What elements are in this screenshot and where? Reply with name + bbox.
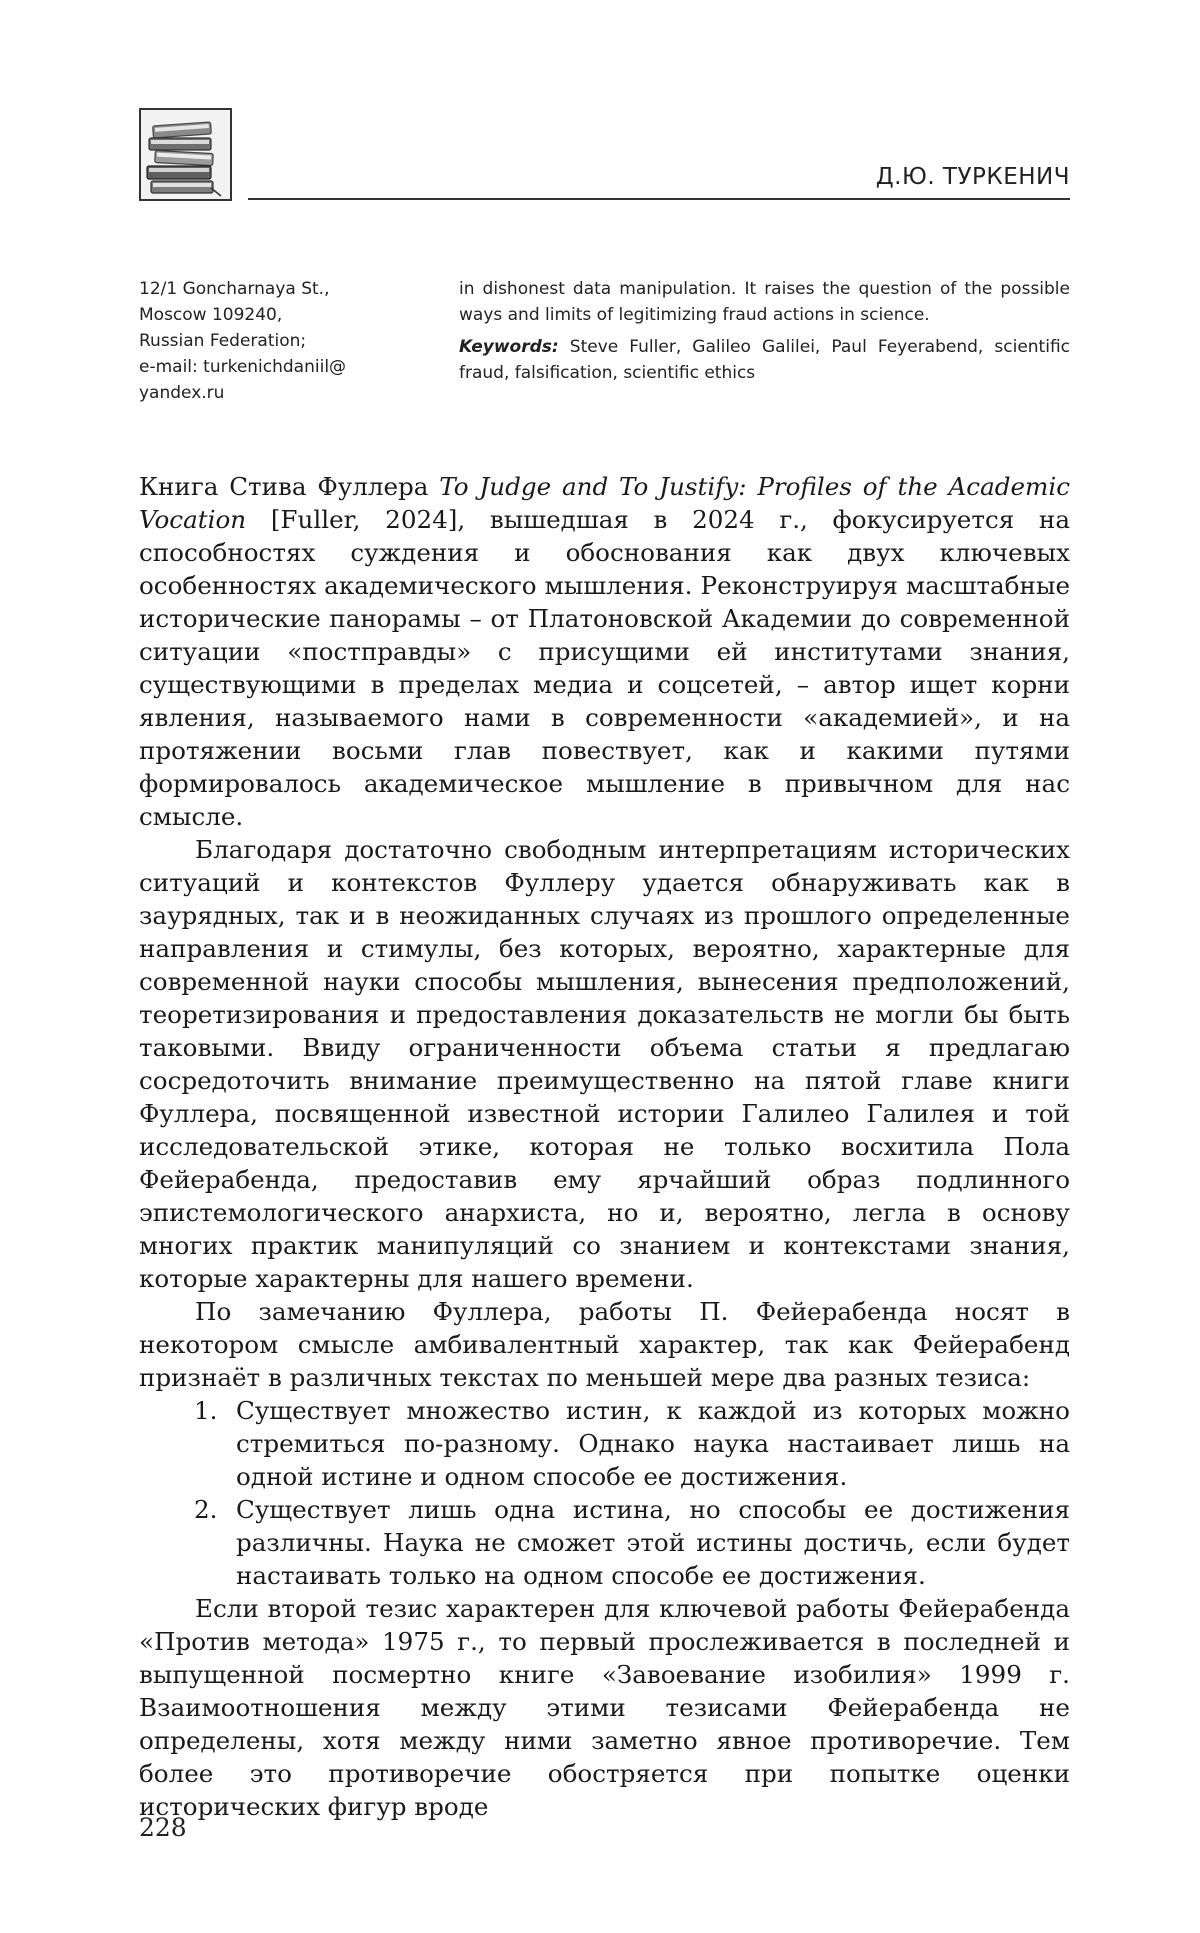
page-number: 228	[139, 1813, 187, 1842]
header-rule	[248, 198, 1070, 200]
paragraph-text: Книга Стива Фуллера	[139, 472, 440, 501]
list-item	[194, 1394, 1070, 1493]
article-body	[139, 470, 1070, 1823]
keywords	[459, 334, 1070, 386]
affiliation-line: 12/1 Goncharnaya St.,	[139, 279, 330, 299]
theses-list	[139, 1394, 1070, 1592]
book-stack-icon	[141, 110, 230, 199]
paragraph: Благодаря достаточно свободным интерпретациям исторических ситуаций и контекстов Фуллеру удается обнаруживать как в заурядных, так и в неожиданных случаях из прошлого определенные направления и стимулы, без которых, вероятно, характерные для современной науки способы мышления, вынесения предположений, теоретизирования и предоставления доказательств не могли бы быть таковыми. Ввиду ограниченности объема статьи я предлагаю сосредоточить внимание преимущественно на пятой главе книги Фуллера, посвященной известной истории Галилео Галилея и той исследовательской этике, которая не только восхитила Пола Фейерабенда, предоставив ему ярчайший образ подлинного эпистемологического анархиста, но и, вероятно, легла в основу многих практик манипуляций со знанием и контекстами знания, которые характерны для нашего времени.	[139, 835, 1070, 1293]
paragraph-text: [Fuller, 2024], вышедшая в 2024 г., фокусируется на способностях суждения и обоснования как двух ключевых особенностях академического мышления. Реконструируя масштабные исторические панорамы – от Платоновской Академии до современной ситуации «постправды» с присущими ей институтами знания, существующими в пределах медиа и соцсетей, – автор ищет корни явления, называемого нами в современности «академией», и на протяжении восьми глав повествует, как и какими путями формировалось академическое мышление в привычном для нас смысле.	[139, 505, 1070, 831]
paragraph	[139, 470, 1070, 833]
keywords-label: Keywords:	[459, 337, 559, 357]
list-item	[194, 1493, 1070, 1592]
abstract	[459, 276, 1070, 392]
list-item-number: 1.	[194, 1396, 218, 1425]
paragraph: Если второй тезис характерен для ключевой работы Фейерабенда «Против метода» 1975 г., то первый прослеживается в последней и выпущенной посмертно книге «Завоевание изобилия» 1999 г. Взаимоотношения между этими тезисами Фейерабенда не определены, хотя между ними заметно явное противоречие. Тем более это противоречие обостряется при попытке оценки исторических фигур вроде	[139, 1594, 1070, 1821]
running-head-author: Д.Ю. ТУРКЕНИЧ	[875, 164, 1070, 190]
paragraph: По замечанию Фуллера, работы П. Фейерабенда носят в некотором смысле амбивалентный характер, так как Фейерабенд признаёт в различных текстах по меньшей мере два разных тезиса:	[139, 1297, 1070, 1392]
list-item-text: Существует множество истин, к каждой из которых можно стремиться по-разному. Однако наука настаивает лишь на одной истине и одном способе ее достижения.	[236, 1396, 1070, 1491]
journal-logo	[139, 108, 232, 201]
affiliation-line: Moscow 109240,	[139, 305, 283, 325]
affiliation-email: e-mail: turkenichdaniil@	[139, 357, 347, 377]
keywords-list: Steve Fuller, Galileo Galilei, Paul Feyerabend, scientific fraud, falsification, scientific ethics	[459, 337, 1070, 383]
abstract-text: in dishonest data manipulation. It raises the question of the possible ways and limits of legitimizing fraud actions in science.	[459, 279, 1070, 325]
list-item-number: 2.	[194, 1495, 218, 1524]
author-affiliation	[139, 276, 379, 406]
affiliation-email: yandex.ru	[139, 383, 225, 403]
affiliation-line: Russian Federation;	[139, 331, 307, 351]
list-item-text: Существует лишь одна истина, но способы ее достижения различны. Наука не сможет этой истины достичь, если будет настаивать только на одном способе ее достижения.	[236, 1495, 1070, 1590]
book-title: To Judge and To Justify: Profiles of the Academic Vocation	[139, 472, 1070, 534]
